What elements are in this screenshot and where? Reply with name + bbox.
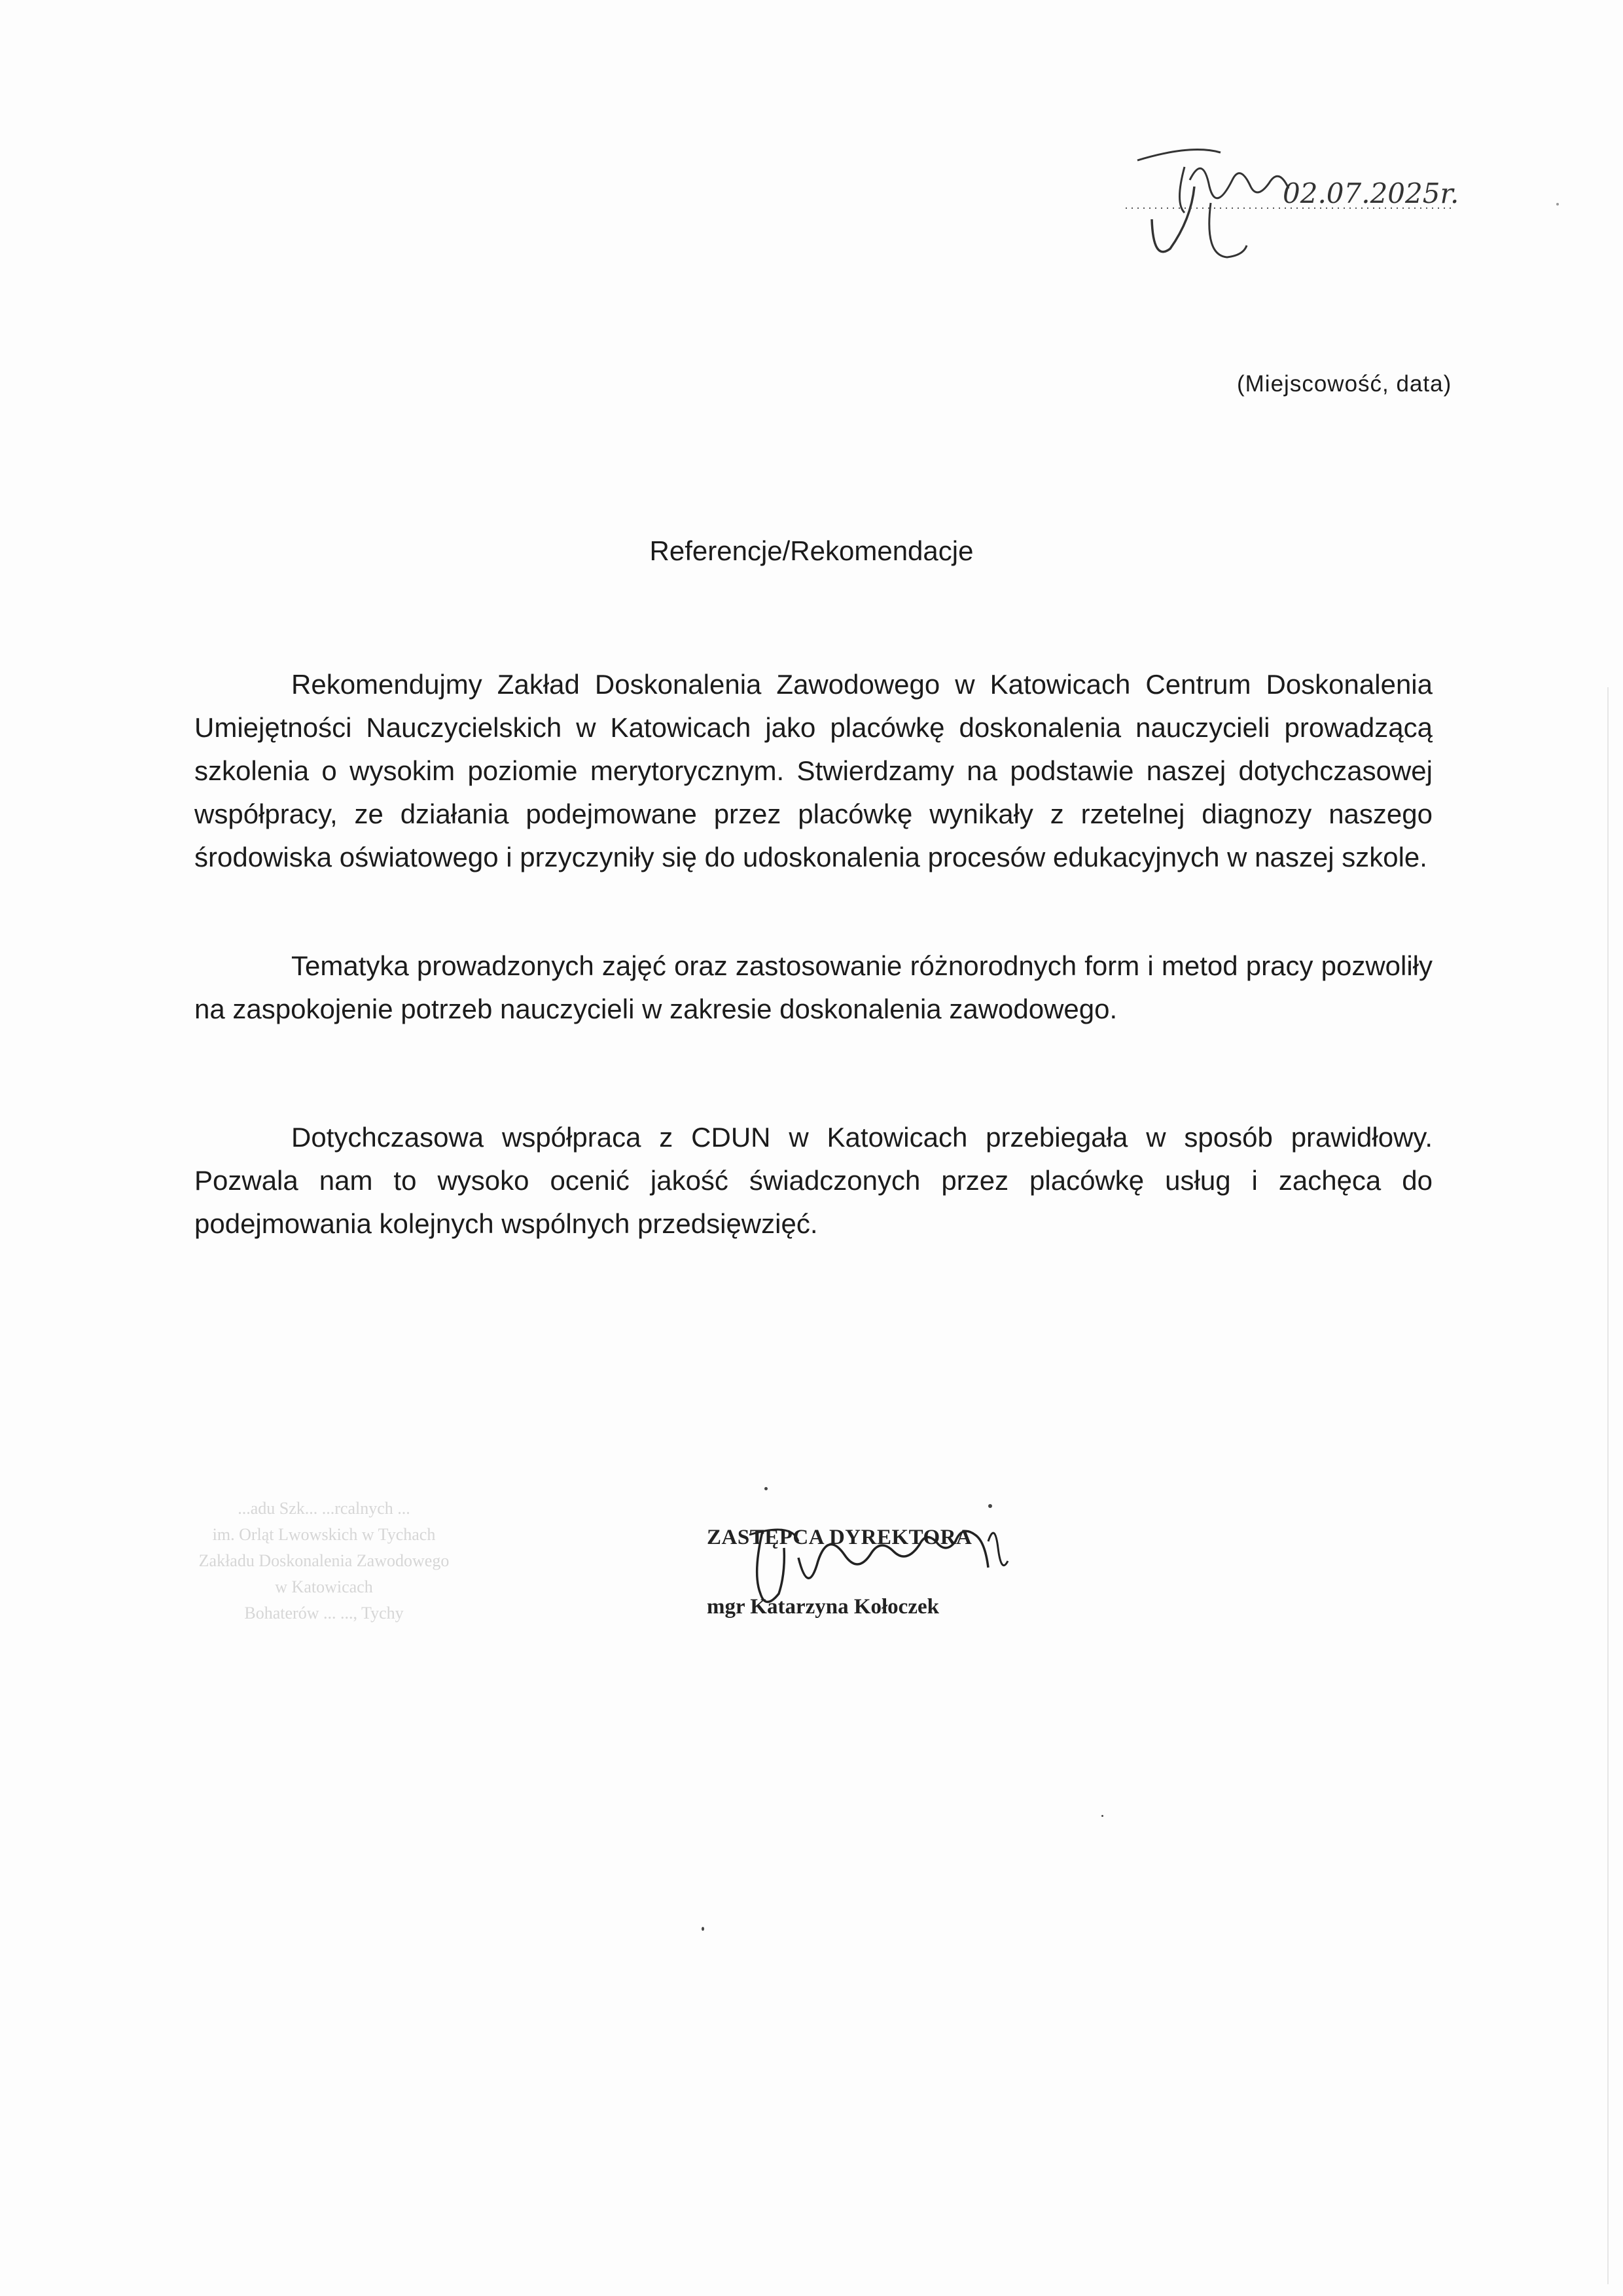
scan-speck-icon (988, 1504, 992, 1508)
handwritten-signature-icon (700, 1496, 1041, 1646)
school-stamp (147, 1496, 501, 1623)
paragraph-text: Dotychczasowa współpraca z CDUN w Katowicach przebiegała w sposób prawidłowy. Pozwala nam to wysoko ocenić jakość świadczonych przez placówkę usług i zachęca do podejmowania kolejnych wspólnych przedsięwzięć. (194, 1122, 1433, 1239)
paragraph-text: Rekomendujmy Zakład Doskonalenia Zawodowego w Katowicach Centrum Doskonalenia Umiejętności Nauczycielskich w Katowicach jako placówkę doskonalenia nauczycieli prowadzącą szkolenia o wysokim poziomie merytorycznym. Stwierdzamy na podstawie naszej dotychczasowej współpracy, ze działania podejmowane przez placówkę wynikały z rzetelnej diagnozy naszego środowiska oświatowego i przyczyniły się do udoskonalenia procesów edukacyjnych w naszej szkole. (194, 669, 1433, 872)
scan-edge-line (1607, 687, 1609, 2284)
scan-speck-icon (1101, 1815, 1103, 1817)
paragraph-cooperation (194, 1116, 1433, 1246)
stamp-line: Zakładu Doskonalenia Zawodowego (198, 1551, 450, 1570)
handwritten-place-date-icon (1113, 141, 1479, 272)
svg-text:02.07.2025r.: 02.07.2025r. (1283, 177, 1459, 209)
place-date-caption: (Miejscowość, data) (1237, 371, 1452, 397)
scan-speck-icon (702, 1927, 704, 1931)
signatory-name: mgr Katarzyna Kołoczek (707, 1595, 939, 1619)
paragraph-recommendation (194, 663, 1433, 879)
stamp-line: Bohaterów ... ..., Tychy (244, 1604, 404, 1623)
signature-block (700, 1496, 1041, 1646)
stamp-line: w Katowicach (275, 1577, 373, 1596)
document-title: Referencje/Rekomendacje (649, 535, 974, 566)
stamp-line: im. Orląt Lwowskich w Tychach (212, 1525, 436, 1544)
paragraph-topics (194, 944, 1433, 1031)
paragraph-text: Tematyka prowadzonych zajęć oraz zastosowanie różnorodnych form i metod pracy pozwoliły na zaspokojenie potrzeb nauczycieli w zakresie doskonalenia zawodowego. (194, 950, 1433, 1024)
scan-speck-icon (764, 1487, 768, 1490)
signatory-role: ZASTĘPCA DYREKTORA (707, 1526, 972, 1549)
scan-speck-icon (1556, 203, 1559, 206)
stamp-line: ...adu Szk... ...rcalnych ... (238, 1499, 410, 1518)
place-date-field (1113, 141, 1505, 397)
